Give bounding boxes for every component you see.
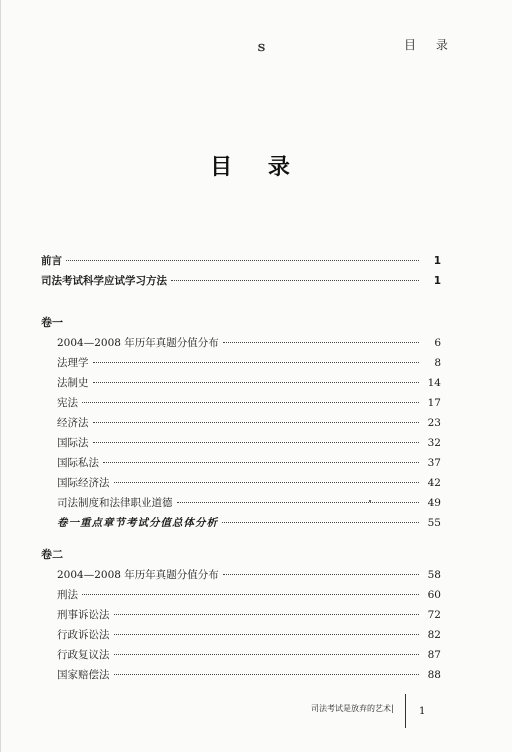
print-speck [369,500,371,502]
toc-entry-label: 国际法 [57,437,89,449]
toc-entry[interactable] [41,493,441,513]
toc-intro [41,251,441,291]
toc-volume-2 [41,545,441,685]
toc-entry-label: 国家赔偿法 [57,669,110,681]
toc-entry[interactable] [41,433,441,453]
volume-heading: 卷一 [41,316,63,329]
toc-entry[interactable] [41,585,441,605]
toc-entry-page: 8 [434,357,441,369]
volume-heading: 卷二 [41,548,63,561]
toc-entry[interactable] [41,625,441,645]
toc-entry-page: 14 [427,377,441,389]
toc-entry-page: 88 [427,669,441,681]
footer-page-number: 1 [419,706,426,717]
toc-entry-page: 87 [427,649,441,661]
toc-entry-page: 49 [427,497,441,509]
dot-leader [93,362,420,363]
toc-entry-page: 1 [433,275,441,287]
toc-entry-label: 刑法 [57,589,78,601]
toc-entry-label: 行政诉讼法 [57,629,110,641]
toc-entry-label: 宪法 [57,397,78,409]
toc-entry-page: 32 [427,437,441,449]
toc-entry-label: 司法考试科学应试学习方法 [41,275,167,287]
dot-leader [171,280,419,281]
toc-entry-page: 60 [427,589,441,601]
dot-leader [222,522,419,523]
toc-entry-label: 经济法 [57,417,89,429]
dot-leader [114,482,420,483]
toc-entry-study-method[interactable] [41,271,441,291]
toc-entry-label: 2004—2008 年历年真题分值分布 [57,569,219,581]
toc-entry[interactable] [41,333,441,353]
toc-entry-label: 国际私法 [57,457,99,469]
dot-leader [114,614,420,615]
toc-entry[interactable] [41,413,441,433]
toc-entry[interactable] [41,565,441,585]
footer-rule [405,694,406,728]
dot-leader [93,442,420,443]
dot-leader [114,634,420,635]
toc-entry[interactable] [41,453,441,473]
dot-leader [93,422,420,423]
toc-entry-label: 2004—2008 年历年真题分值分布 [57,337,219,349]
toc-entry-page: 72 [427,609,441,621]
dot-leader [114,654,420,655]
toc-entry-page: 42 [427,477,441,489]
toc-entry-page: 55 [427,517,441,529]
toc-entry[interactable] [41,473,441,493]
footer-text: 司法考试是放弃的艺术| [311,704,394,713]
dot-leader [177,502,420,503]
dot-leader [66,260,419,261]
toc-entry[interactable] [41,393,441,413]
toc-entry[interactable] [41,605,441,625]
toc-entry-label: 刑事诉讼法 [57,609,110,621]
toc-entry-label: 国际经济法 [57,477,110,489]
dot-leader [223,574,419,575]
running-head: 目 录 [404,38,456,52]
toc-entry-label: 法理学 [57,357,89,369]
toc-entry-label: 卷一重点章节考试分值总体分析 [57,517,218,529]
toc-entry[interactable] [41,353,441,373]
toc-entry-label: 法制史 [57,377,89,389]
toc-entry-page: 82 [427,629,441,641]
toc-entry-summary[interactable] [41,513,441,533]
page-title: 目 录 [210,155,304,180]
toc-entry[interactable] [41,645,441,665]
toc-entry-label: 行政复议法 [57,649,110,661]
toc-entry-page: 6 [434,337,441,349]
toc-entry-label: 司法制度和法律职业道德 [57,497,173,509]
header-mark: ｓ [255,40,269,55]
toc-entry-page: 1 [433,255,441,267]
toc-volume-1 [41,313,441,533]
toc-entry[interactable] [41,665,441,685]
toc-entry-preface[interactable] [41,251,441,271]
dot-leader [223,342,419,343]
toc-entry-label: 前言 [41,255,62,267]
toc-entry-page: 37 [427,457,441,469]
dot-leader [114,674,420,675]
toc-entry-page: 58 [427,569,441,581]
dot-leader [82,594,419,595]
dot-leader [82,402,419,403]
dot-leader [103,462,419,463]
dot-leader [93,382,420,383]
toc-entry-page: 23 [427,417,441,429]
toc-entry[interactable] [41,373,441,393]
toc-entry-page: 17 [427,397,441,409]
